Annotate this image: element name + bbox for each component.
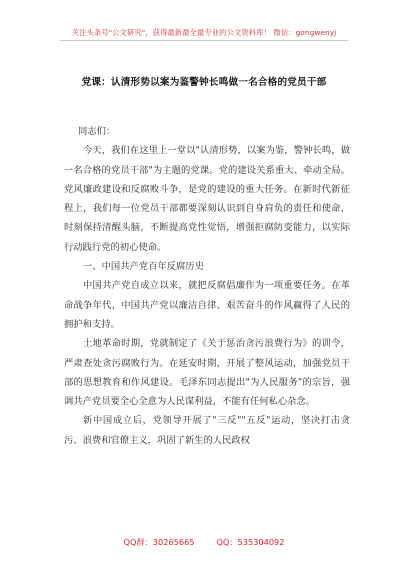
body-paragraph: 今天，我们在这里上一堂以"认清形势，以案为鉴，警钟长鸣，做一名合格的党员干部"为主题的党课。党的建设关系重大、牵动全局。党风廉政建设和反腐败斗争，是党的建设的重大任务。在新时代新征程上，我们每一位党员干部都要深刻认识到自身肩负的责任和使命，时刻保持清醒头脑，不断提高党性觉悟，增强拒腐防变能力，以实际行动践行党的初心使命。: [64, 145, 350, 253]
footer-qq-group: QQ群：30265665: [123, 537, 195, 547]
body-paragraph: 新中国成立后，党领导开展了"三反""五反"运动，坚决打击贪污、浪费和官僚主义，巩固了新生的人民政权: [64, 415, 350, 446]
document-title: 党课：认清形势以案为鉴警钟长鸣做一名合格的党员干部: [81, 77, 327, 88]
section-heading: 一、中国共产党百年反腐历史: [83, 261, 204, 273]
body-paragraph: 中国共产党自成立以来，就把反腐倡廉作为一项重要任务。在革命战争年代，中国共产党以廉洁自律、艰苦奋斗的作风赢得了人民的拥护和支持。: [64, 280, 350, 330]
footer-contact: [0, 537, 408, 548]
body-paragraph: 土地革命时期，党就制定了《关于惩治贪污浪费行为》的训令，严肃查处贪污腐败行为。在延安时期，开展了整风运动，加强党员干部的思想教育和作风建设。毛泽东同志提出"为人民服务"的宗旨，强调共产党员要全心全意为人民谋利益，不能有任何私心杂念。: [64, 338, 350, 408]
header-note: 关注头条号"公文研究"，获得最新最全最专业的公文资料库！ 微信：gongwenyj: [71, 28, 337, 37]
footer-qq-number: QQ：535304092: [216, 537, 285, 547]
header-divider: [60, 40, 348, 41]
salutation: 同志们：: [78, 126, 116, 137]
document-body: [64, 122, 350, 450]
